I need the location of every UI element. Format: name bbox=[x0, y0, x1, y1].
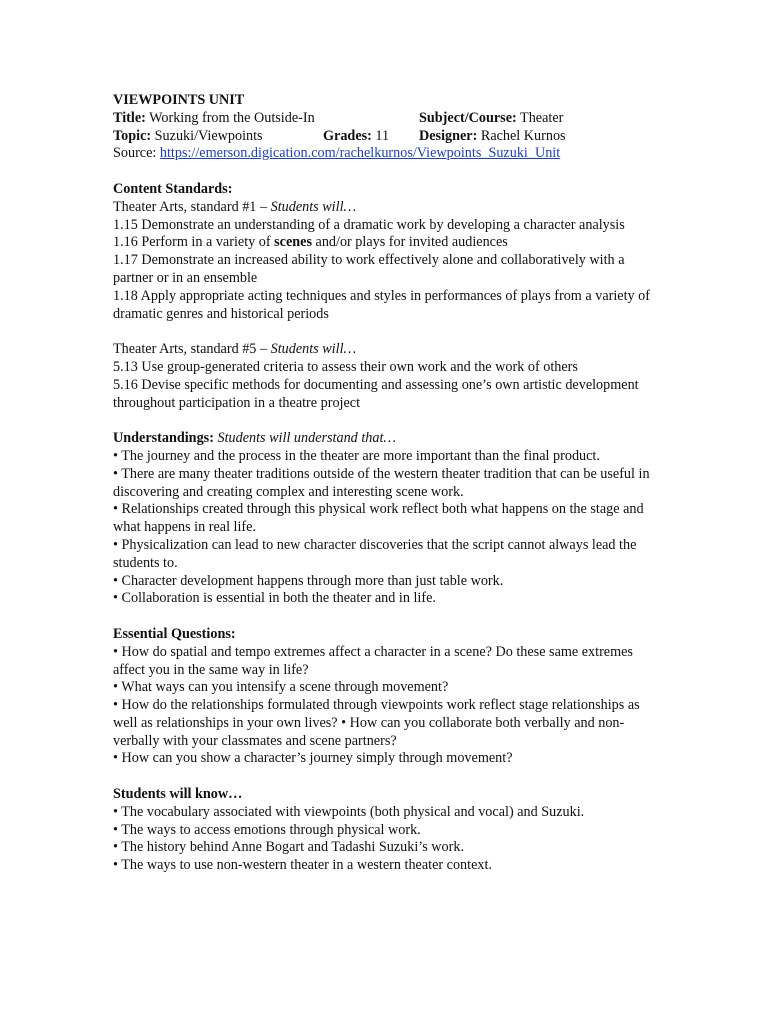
students-know-item: • The ways to access emotions through physical work. bbox=[113, 821, 421, 838]
standard-5-intro: Theater Arts, standard #5 – Students will… bbox=[113, 341, 357, 358]
designer-value: Rachel Kurnos bbox=[477, 127, 566, 144]
standard-1-15: 1.15 Demonstrate an understanding of a dramatic work by developing a character analysis bbox=[113, 216, 625, 233]
header-row-topic bbox=[113, 128, 653, 146]
designer-label: Designer: bbox=[419, 127, 478, 144]
spacer bbox=[113, 608, 653, 626]
topic-value: Suzuki/Viewpoints bbox=[151, 127, 263, 144]
spacer bbox=[113, 163, 653, 181]
essential-question-item: • How can you show a character’s journey simply through movement? bbox=[113, 750, 513, 767]
subject-field bbox=[419, 110, 563, 128]
students-know-item: • The vocabulary associated with viewpoints (both physical and vocal) and Suzuki. bbox=[113, 803, 585, 820]
essential-questions-heading: Essential Questions: bbox=[113, 625, 236, 642]
title-value: Working from the Outside-In bbox=[145, 109, 315, 126]
title-label: Title: bbox=[113, 109, 146, 126]
understanding-item: • Character development happens through more than just table work. bbox=[113, 572, 504, 589]
standard-1-18: 1.18 Apply appropriate acting techniques and styles in performances of plays from a variety of dramatic genres and historical periods bbox=[113, 287, 650, 322]
students-know-item: • The history behind Anne Bogart and Tadashi Suzuki’s work. bbox=[113, 839, 464, 856]
standard-1-17: 1.17 Demonstrate an increased ability to work effectively alone and collaboratively with a partner or in an ensemble bbox=[113, 252, 625, 286]
standard-1-intro: Theater Arts, standard #1 – Students will… bbox=[113, 198, 357, 215]
content-standards-heading: Content Standards: bbox=[113, 180, 233, 197]
spacer bbox=[113, 323, 653, 341]
grades-value: 11 bbox=[371, 127, 390, 144]
understanding-item: • The journey and the process in the theater are more important than the final product. bbox=[113, 447, 600, 464]
spacer bbox=[113, 412, 653, 430]
unit-title: VIEWPOINTS UNIT bbox=[113, 92, 245, 108]
document-body bbox=[113, 92, 653, 875]
grades-label: Grades: bbox=[323, 127, 372, 144]
understanding-item: • Physicalization can lead to new character discoveries that the script cannot always lead the students to. bbox=[113, 536, 637, 571]
students-know-item: • The ways to use non-western theater in a western theater context. bbox=[113, 857, 492, 874]
understanding-item: • There are many theater traditions outside of the western theater tradition that can be useful in discovering and creating complex and interesting scene work. bbox=[113, 465, 650, 500]
essential-question-item: • What ways can you intensify a scene through movement? bbox=[113, 679, 449, 696]
title-field bbox=[113, 110, 315, 128]
grades-field bbox=[323, 128, 389, 146]
understanding-item: • Relationships created through this physical work reflect both what happens on the stage and what happens in real life. bbox=[113, 501, 644, 536]
source-link[interactable]: https://emerson.digication.com/rachelkurnos/Viewpoints_Suzuki_Unit bbox=[159, 145, 561, 162]
header-row-title bbox=[113, 110, 653, 128]
essential-question-item: • How do spatial and tempo extremes affect a character in a scene? Do these same extremes affect you in the same way in life? bbox=[113, 643, 633, 678]
topic-label: Topic: bbox=[113, 127, 152, 144]
standard-1-16: 1.16 Perform in a variety of scenes and/or plays for invited audiences bbox=[113, 234, 508, 251]
source-line bbox=[113, 145, 653, 163]
understandings-heading: Understandings: Students will understand that… bbox=[113, 430, 397, 447]
understanding-item: • Collaboration is essential in both the theater and in life. bbox=[113, 590, 436, 607]
source-label: Source: bbox=[113, 145, 160, 162]
standard-5-16: 5.16 Devise specific methods for documenting and assessing one’s own artistic development throughout participation in a theatre project bbox=[113, 376, 639, 411]
spacer bbox=[113, 768, 653, 786]
subject-label: Subject/Course: bbox=[419, 109, 517, 126]
students-know-heading: Students will know… bbox=[113, 786, 243, 803]
topic-field bbox=[113, 128, 263, 146]
designer-field bbox=[419, 128, 566, 146]
subject-value: Theater bbox=[516, 109, 564, 126]
essential-question-item: • How do the relationships formulated through viewpoints work reflect stage relationships as well as relationships in your own lives? • How can you collaborate both verbally and non-verbally with your classmates and scene partners? bbox=[113, 697, 640, 749]
standard-5-13: 5.13 Use group-generated criteria to assess their own work and the work of others bbox=[113, 358, 578, 375]
